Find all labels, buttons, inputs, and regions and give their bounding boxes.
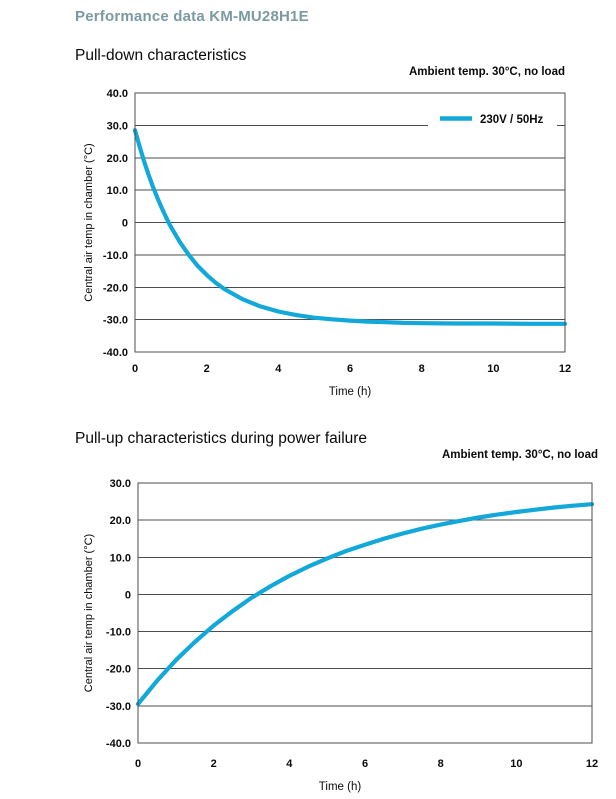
x-tick-label: 0 (131, 363, 139, 375)
page-title: Performance data KM-MU28H1E (75, 8, 309, 25)
x-tick-label: 12 (558, 363, 572, 375)
y-tick-label: 0 (121, 217, 128, 230)
y-tick-label: -10.0 (102, 249, 128, 262)
x-tick-label: 8 (418, 363, 425, 375)
y-axis-label: Central air temp in chamber (°C) (83, 533, 95, 693)
pulldown-chart-title: Pull-down characteristics (75, 47, 247, 64)
chart-canvas-0 (0, 85, 616, 400)
y-tick-label: -20.0 (105, 663, 131, 676)
x-tick-label: 4 (286, 758, 293, 770)
chart-canvas-1 (0, 475, 616, 799)
y-tick-label: 10.0 (109, 552, 131, 565)
x-tick-label: 2 (210, 758, 217, 770)
legend-label: 230V / 50Hz (480, 114, 544, 126)
pulldown-chart-plot (0, 85, 616, 405)
pullup-chart-plot (0, 475, 616, 799)
y-axis-label: Central air temp in chamber (°C) (83, 143, 95, 302)
y-tick-label: 40.0 (106, 88, 128, 100)
x-tick-label: 2 (203, 363, 210, 375)
y-tick-label: 10.0 (106, 185, 128, 198)
y-tick-label: 20.0 (109, 515, 131, 528)
temperature-curve (138, 504, 592, 704)
y-tick-label: 30.0 (109, 478, 131, 490)
y-tick-label: -40.0 (105, 738, 131, 750)
x-tick-label: 10 (487, 363, 500, 375)
x-tick-label: 6 (361, 758, 369, 770)
y-tick-label: -30.0 (105, 700, 131, 713)
y-tick-label: 20.0 (106, 152, 128, 165)
y-tick-label: 30.0 (106, 120, 128, 133)
plot-border (138, 483, 592, 743)
y-tick-label: -20.0 (102, 282, 128, 295)
y-tick-label: -40.0 (102, 347, 128, 359)
x-tick-label: 0 (134, 758, 142, 770)
temperature-curve (135, 130, 565, 324)
x-tick-label: 6 (346, 363, 354, 375)
x-tick-label: 12 (585, 758, 599, 770)
x-tick-label: 10 (510, 758, 523, 770)
x-axis-label: Time (h) (318, 781, 362, 793)
x-tick-label: 8 (437, 758, 444, 770)
x-tick-label: 4 (275, 363, 282, 375)
y-tick-label: -10.0 (105, 626, 131, 639)
y-tick-label: -30.0 (102, 314, 128, 327)
y-tick-label: 0 (124, 589, 131, 602)
pullup-ambient-annotation: Ambient temp. 30°C, no load (441, 449, 598, 461)
pullup-chart-title: Pull-up characteristics during power failure (75, 430, 368, 447)
x-axis-label: Time (h) (328, 386, 372, 398)
pulldown-ambient-annotation: Ambient temp. 30°C, no load (408, 66, 565, 78)
